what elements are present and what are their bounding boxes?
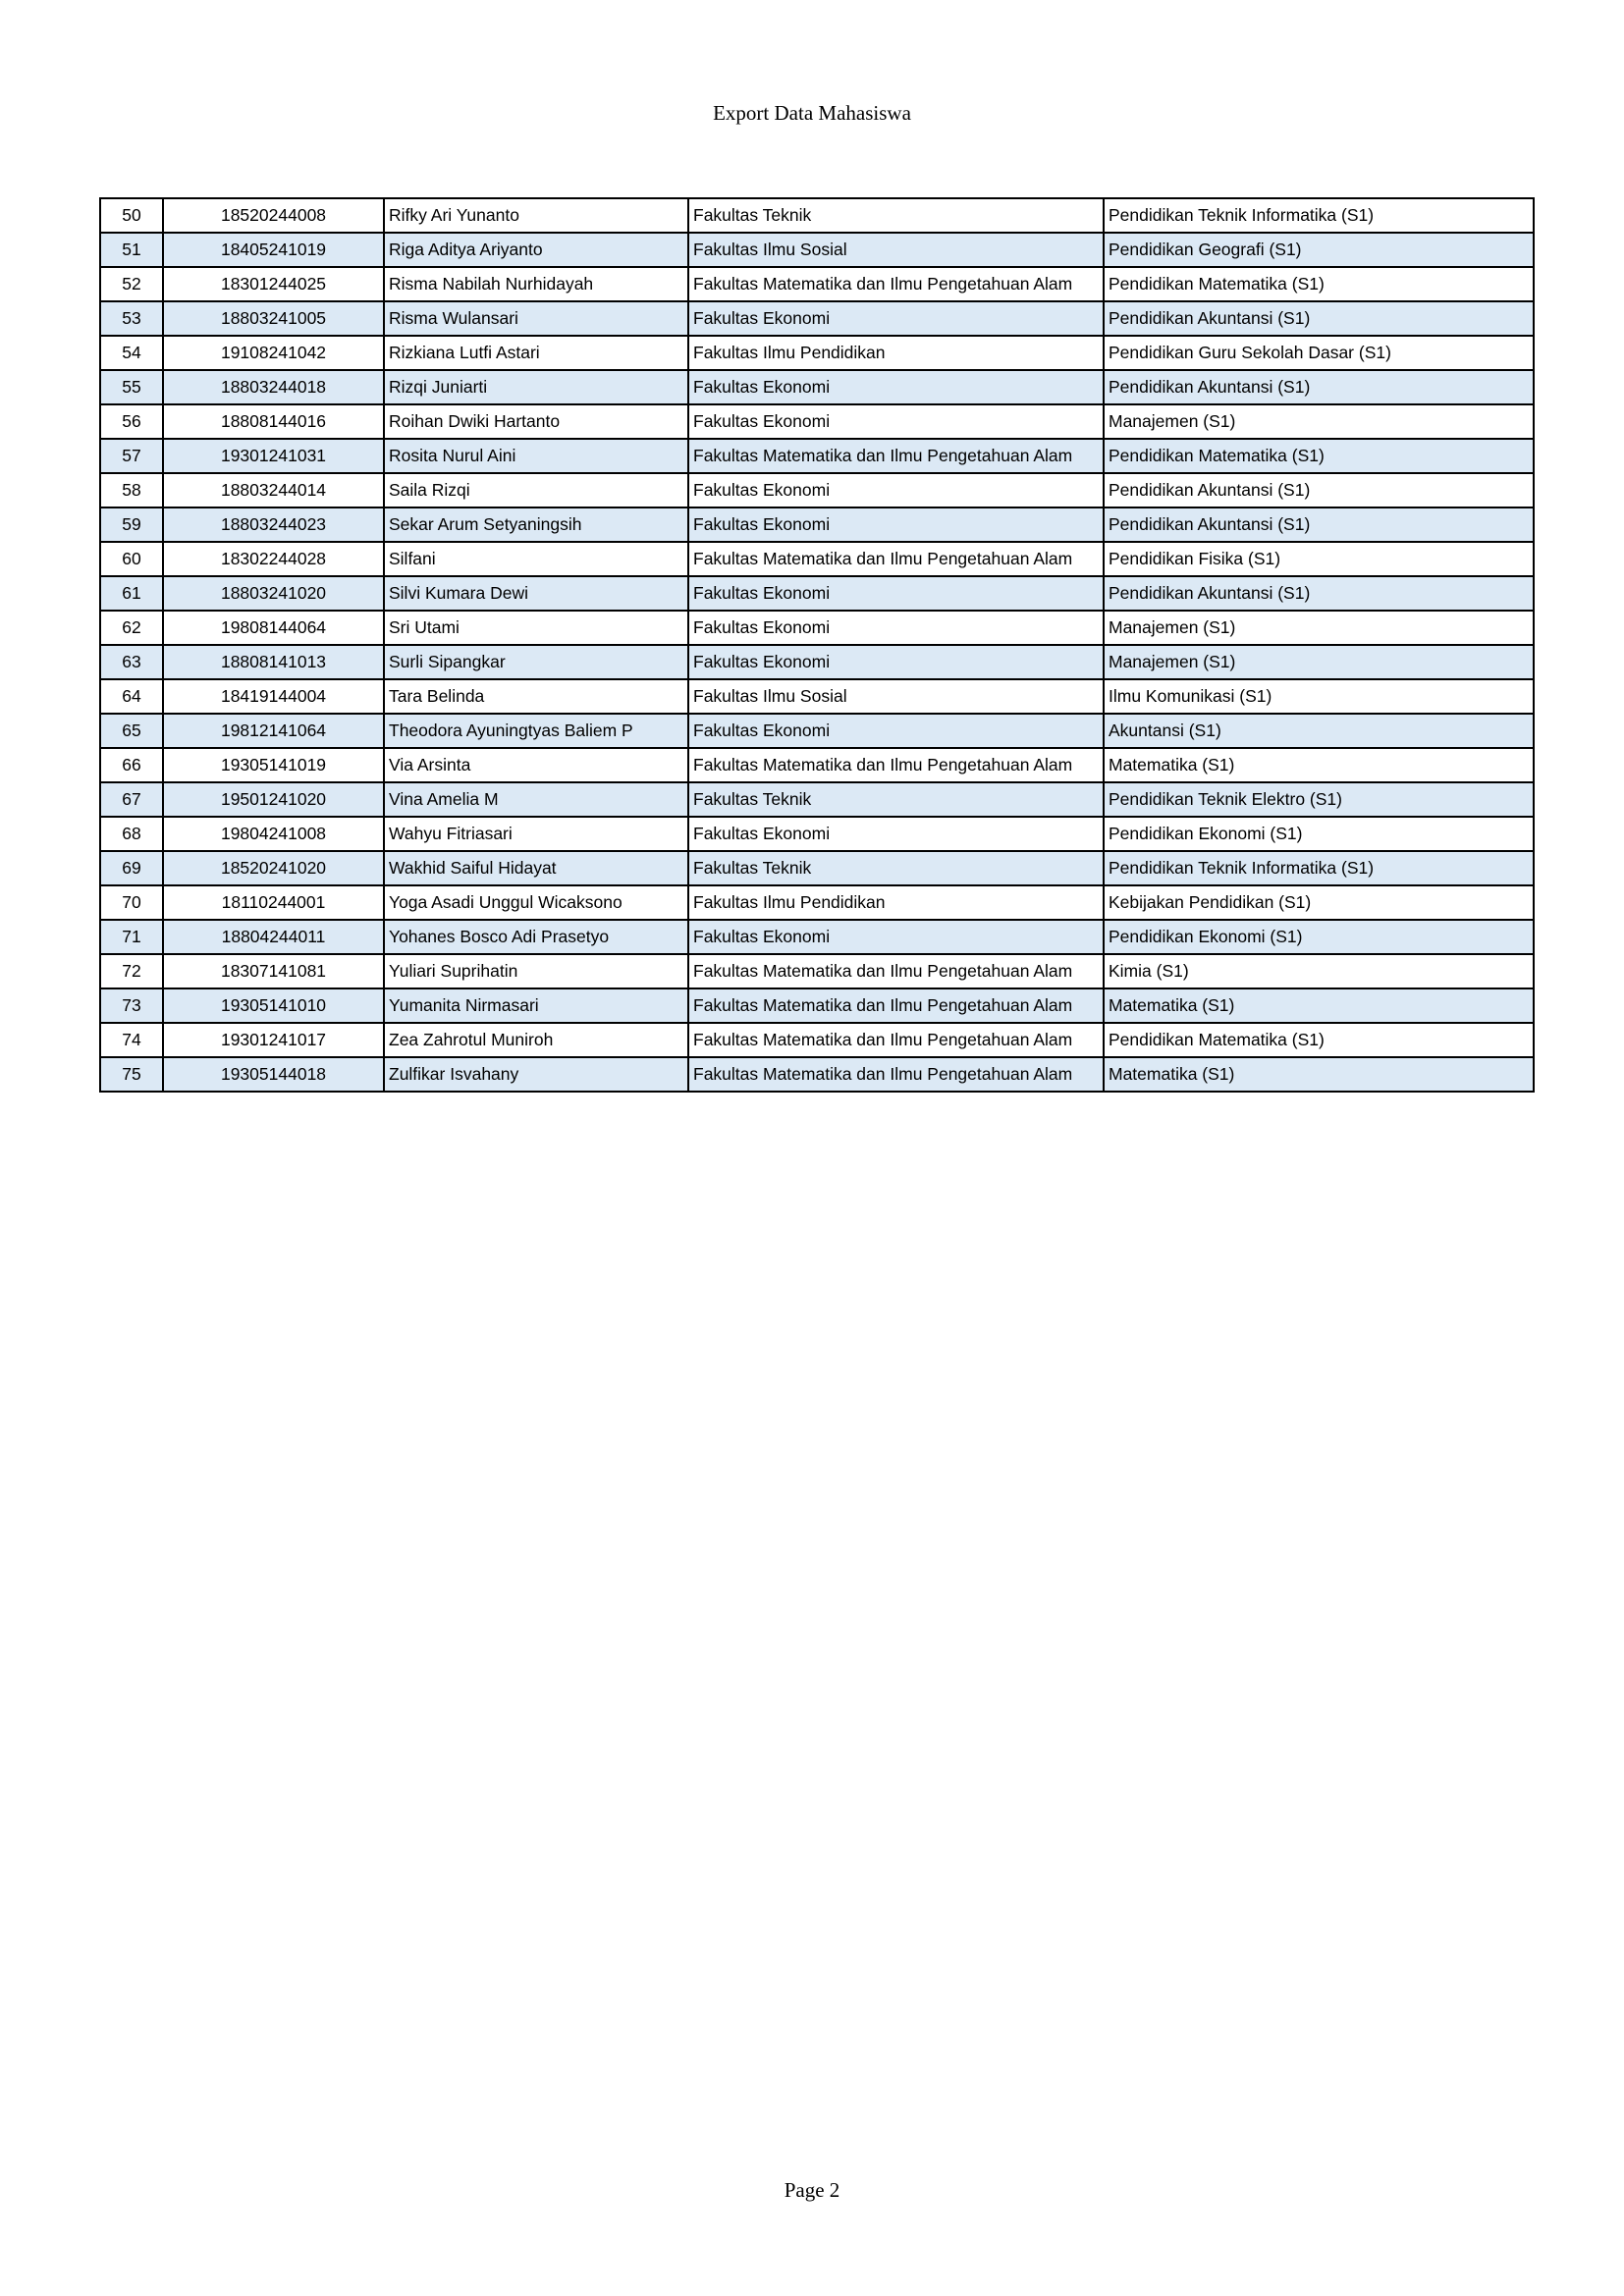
row-number-cell: 69 — [100, 851, 163, 885]
study-program-cell: Pendidikan Matematika (S1) — [1104, 267, 1534, 301]
nim-cell: 18804244011 — [163, 920, 384, 954]
row-number-cell: 62 — [100, 611, 163, 645]
student-name-cell: Yoga Asadi Unggul Wicaksono — [384, 885, 688, 920]
faculty-cell: Fakultas Ekonomi — [688, 611, 1104, 645]
student-name-cell: Roihan Dwiki Hartanto — [384, 404, 688, 439]
student-name-cell: Zulfikar Isvahany — [384, 1057, 688, 1092]
study-program-cell: Pendidikan Teknik Informatika (S1) — [1104, 198, 1534, 233]
faculty-cell: Fakultas Ekonomi — [688, 507, 1104, 542]
student-name-cell: Sekar Arum Setyaningsih — [384, 507, 688, 542]
table-row — [100, 679, 1534, 714]
faculty-cell: Fakultas Teknik — [688, 782, 1104, 817]
table-row — [100, 336, 1534, 370]
study-program-cell: Pendidikan Teknik Informatika (S1) — [1104, 851, 1534, 885]
faculty-cell: Fakultas Ilmu Sosial — [688, 679, 1104, 714]
faculty-cell: Fakultas Ekonomi — [688, 370, 1104, 404]
row-number-cell: 63 — [100, 645, 163, 679]
student-name-cell: Theodora Ayuningtyas Baliem P — [384, 714, 688, 748]
study-program-cell: Pendidikan Ekonomi (S1) — [1104, 817, 1534, 851]
faculty-cell: Fakultas Ilmu Sosial — [688, 233, 1104, 267]
row-number-cell: 61 — [100, 576, 163, 611]
faculty-cell: Fakultas Matematika dan Ilmu Pengetahuan Alam — [688, 542, 1104, 576]
study-program-cell: Pendidikan Akuntansi (S1) — [1104, 473, 1534, 507]
nim-cell: 18803241005 — [163, 301, 384, 336]
nim-cell: 18803244018 — [163, 370, 384, 404]
nim-cell: 18808144016 — [163, 404, 384, 439]
nim-cell: 18301244025 — [163, 267, 384, 301]
student-name-cell: Silfani — [384, 542, 688, 576]
faculty-cell: Fakultas Ekonomi — [688, 645, 1104, 679]
student-table-body — [100, 198, 1534, 1092]
study-program-cell: Manajemen (S1) — [1104, 611, 1534, 645]
table-row — [100, 1057, 1534, 1092]
nim-cell: 18520244008 — [163, 198, 384, 233]
table-row — [100, 817, 1534, 851]
study-program-cell: Kimia (S1) — [1104, 954, 1534, 988]
table-row — [100, 507, 1534, 542]
row-number-cell: 68 — [100, 817, 163, 851]
table-row — [100, 576, 1534, 611]
student-table — [99, 197, 1535, 1093]
nim-cell: 19108241042 — [163, 336, 384, 370]
study-program-cell: Pendidikan Matematika (S1) — [1104, 439, 1534, 473]
table-row — [100, 542, 1534, 576]
student-name-cell: Yohanes Bosco Adi Prasetyo — [384, 920, 688, 954]
study-program-cell: Matematika (S1) — [1104, 748, 1534, 782]
table-row — [100, 714, 1534, 748]
nim-cell: 19301241017 — [163, 1023, 384, 1057]
table-row — [100, 1023, 1534, 1057]
student-name-cell: Via Arsinta — [384, 748, 688, 782]
study-program-cell: Pendidikan Akuntansi (S1) — [1104, 507, 1534, 542]
student-name-cell: Silvi Kumara Dewi — [384, 576, 688, 611]
student-name-cell: Rosita Nurul Aini — [384, 439, 688, 473]
faculty-cell: Fakultas Matematika dan Ilmu Pengetahuan Alam — [688, 988, 1104, 1023]
study-program-cell: Pendidikan Guru Sekolah Dasar (S1) — [1104, 336, 1534, 370]
nim-cell: 19501241020 — [163, 782, 384, 817]
faculty-cell: Fakultas Ilmu Pendidikan — [688, 885, 1104, 920]
row-number-cell: 54 — [100, 336, 163, 370]
table-row — [100, 404, 1534, 439]
table-row — [100, 988, 1534, 1023]
table-row — [100, 370, 1534, 404]
faculty-cell: Fakultas Ekonomi — [688, 473, 1104, 507]
study-program-cell: Kebijakan Pendidikan (S1) — [1104, 885, 1534, 920]
nim-cell: 19305141019 — [163, 748, 384, 782]
row-number-cell: 52 — [100, 267, 163, 301]
student-name-cell: Yumanita Nirmasari — [384, 988, 688, 1023]
student-name-cell: Zea Zahrotul Muniroh — [384, 1023, 688, 1057]
table-row — [100, 885, 1534, 920]
table-row — [100, 233, 1534, 267]
student-name-cell: Risma Wulansari — [384, 301, 688, 336]
study-program-cell: Pendidikan Teknik Elektro (S1) — [1104, 782, 1534, 817]
table-row — [100, 473, 1534, 507]
page-title: Export Data Mahasiswa — [713, 101, 911, 125]
study-program-cell: Pendidikan Geografi (S1) — [1104, 233, 1534, 267]
faculty-cell: Fakultas Matematika dan Ilmu Pengetahuan Alam — [688, 267, 1104, 301]
faculty-cell: Fakultas Teknik — [688, 851, 1104, 885]
row-number-cell: 75 — [100, 1057, 163, 1092]
faculty-cell: Fakultas Ekonomi — [688, 301, 1104, 336]
student-name-cell: Saila Rizqi — [384, 473, 688, 507]
nim-cell: 18520241020 — [163, 851, 384, 885]
nim-cell: 19301241031 — [163, 439, 384, 473]
student-name-cell: Rizkiana Lutfi Astari — [384, 336, 688, 370]
student-name-cell: Yuliari Suprihatin — [384, 954, 688, 988]
faculty-cell: Fakultas Ekonomi — [688, 576, 1104, 611]
row-number-cell: 55 — [100, 370, 163, 404]
study-program-cell: Manajemen (S1) — [1104, 645, 1534, 679]
nim-cell: 18803241020 — [163, 576, 384, 611]
table-row — [100, 301, 1534, 336]
row-number-cell: 74 — [100, 1023, 163, 1057]
student-name-cell: Surli Sipangkar — [384, 645, 688, 679]
row-number-cell: 72 — [100, 954, 163, 988]
row-number-cell: 59 — [100, 507, 163, 542]
student-name-cell: Risma Nabilah Nurhidayah — [384, 267, 688, 301]
study-program-cell: Matematika (S1) — [1104, 1057, 1534, 1092]
nim-cell: 18419144004 — [163, 679, 384, 714]
table-row — [100, 920, 1534, 954]
student-name-cell: Wakhid Saiful Hidayat — [384, 851, 688, 885]
nim-cell: 18302244028 — [163, 542, 384, 576]
row-number-cell: 70 — [100, 885, 163, 920]
nim-cell: 18808141013 — [163, 645, 384, 679]
study-program-cell: Pendidikan Akuntansi (S1) — [1104, 301, 1534, 336]
row-number-cell: 58 — [100, 473, 163, 507]
study-program-cell: Pendidikan Ekonomi (S1) — [1104, 920, 1534, 954]
table-row — [100, 851, 1534, 885]
nim-cell: 18110244001 — [163, 885, 384, 920]
row-number-cell: 60 — [100, 542, 163, 576]
faculty-cell: Fakultas Matematika dan Ilmu Pengetahuan Alam — [688, 439, 1104, 473]
nim-cell: 18307141081 — [163, 954, 384, 988]
row-number-cell: 73 — [100, 988, 163, 1023]
student-name-cell: Wahyu Fitriasari — [384, 817, 688, 851]
faculty-cell: Fakultas Ekonomi — [688, 714, 1104, 748]
page-number: Page 2 — [784, 2178, 840, 2202]
nim-cell: 19808144064 — [163, 611, 384, 645]
table-row — [100, 439, 1534, 473]
study-program-cell: Pendidikan Matematika (S1) — [1104, 1023, 1534, 1057]
student-name-cell: Vina Amelia M — [384, 782, 688, 817]
faculty-cell: Fakultas Ekonomi — [688, 920, 1104, 954]
row-number-cell: 66 — [100, 748, 163, 782]
nim-cell: 18803244014 — [163, 473, 384, 507]
table-row — [100, 198, 1534, 233]
faculty-cell: Fakultas Ekonomi — [688, 404, 1104, 439]
table-row — [100, 267, 1534, 301]
nim-cell: 19305141010 — [163, 988, 384, 1023]
faculty-cell: Fakultas Ilmu Pendidikan — [688, 336, 1104, 370]
nim-cell: 18803244023 — [163, 507, 384, 542]
student-name-cell: Rizqi Juniarti — [384, 370, 688, 404]
row-number-cell: 56 — [100, 404, 163, 439]
table-row — [100, 782, 1534, 817]
row-number-cell: 53 — [100, 301, 163, 336]
study-program-cell: Pendidikan Akuntansi (S1) — [1104, 370, 1534, 404]
faculty-cell: Fakultas Matematika dan Ilmu Pengetahuan Alam — [688, 1023, 1104, 1057]
student-name-cell: Sri Utami — [384, 611, 688, 645]
faculty-cell: Fakultas Matematika dan Ilmu Pengetahuan Alam — [688, 1057, 1104, 1092]
row-number-cell: 64 — [100, 679, 163, 714]
faculty-cell: Fakultas Matematika dan Ilmu Pengetahuan Alam — [688, 954, 1104, 988]
table-row — [100, 611, 1534, 645]
nim-cell: 18405241019 — [163, 233, 384, 267]
study-program-cell: Pendidikan Fisika (S1) — [1104, 542, 1534, 576]
row-number-cell: 51 — [100, 233, 163, 267]
nim-cell: 19812141064 — [163, 714, 384, 748]
student-name-cell: Tara Belinda — [384, 679, 688, 714]
study-program-cell: Matematika (S1) — [1104, 988, 1534, 1023]
row-number-cell: 65 — [100, 714, 163, 748]
nim-cell: 19305144018 — [163, 1057, 384, 1092]
nim-cell: 19804241008 — [163, 817, 384, 851]
faculty-cell: Fakultas Teknik — [688, 198, 1104, 233]
row-number-cell: 50 — [100, 198, 163, 233]
row-number-cell: 57 — [100, 439, 163, 473]
student-name-cell: Rifky Ari Yunanto — [384, 198, 688, 233]
table-row — [100, 748, 1534, 782]
study-program-cell: Akuntansi (S1) — [1104, 714, 1534, 748]
study-program-cell: Manajemen (S1) — [1104, 404, 1534, 439]
study-program-cell: Ilmu Komunikasi (S1) — [1104, 679, 1534, 714]
study-program-cell: Pendidikan Akuntansi (S1) — [1104, 576, 1534, 611]
student-name-cell: Riga Aditya Ariyanto — [384, 233, 688, 267]
faculty-cell: Fakultas Ekonomi — [688, 817, 1104, 851]
table-row — [100, 954, 1534, 988]
row-number-cell: 71 — [100, 920, 163, 954]
table-row — [100, 645, 1534, 679]
row-number-cell: 67 — [100, 782, 163, 817]
faculty-cell: Fakultas Matematika dan Ilmu Pengetahuan Alam — [688, 748, 1104, 782]
